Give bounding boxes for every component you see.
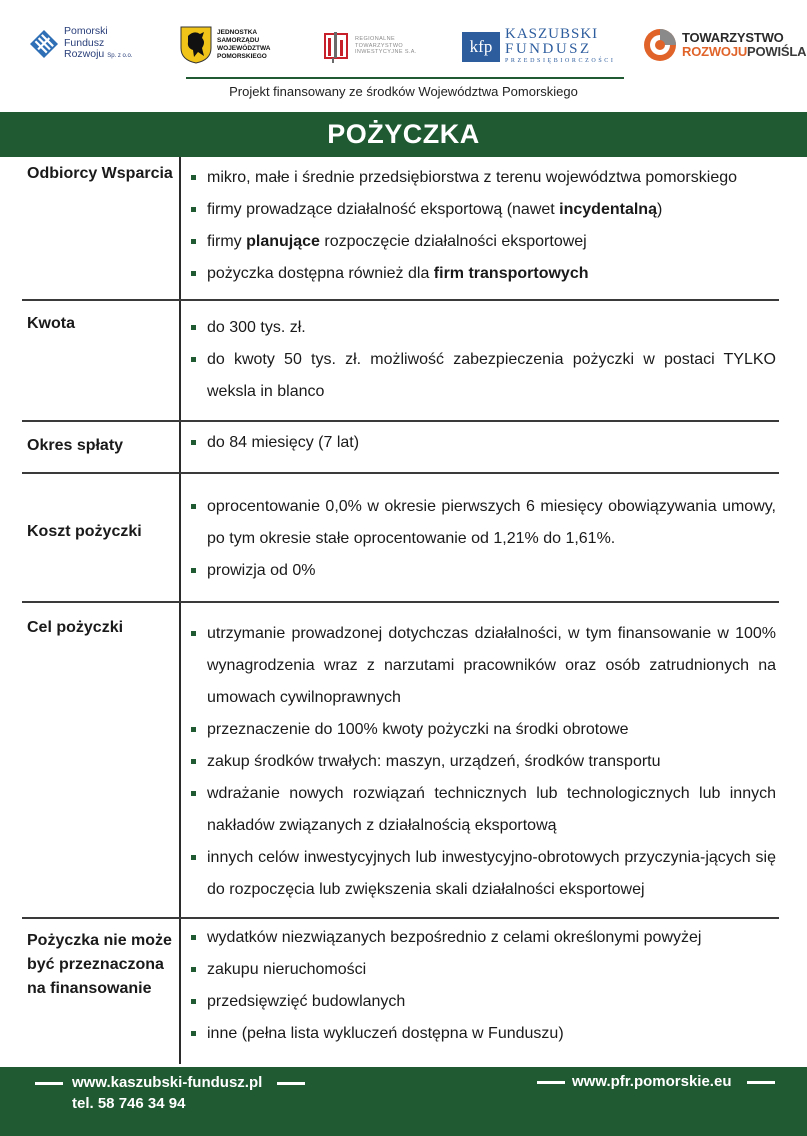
row-items-wykluczenia bbox=[190, 922, 776, 1050]
list-item: utrzymanie prowadzonej dotychczas działalności, w tym finansowanie w 100% wynagrodzenia wraz z narzutami pracowników oraz osób zatrudnionych na umowach cywilnoprawnych bbox=[190, 618, 776, 714]
jst-line1: JEDNOSTKA bbox=[217, 29, 258, 36]
rti-emblem-icon bbox=[322, 28, 350, 64]
jst-line4: POMORSKIEGO bbox=[217, 53, 267, 60]
kfp-line2: FUNDUSZ bbox=[505, 41, 592, 57]
row-items-koszt bbox=[190, 491, 776, 587]
list-item: przeznaczenie do 100% kwoty pożyczki na środki obrotowe bbox=[190, 714, 776, 746]
list-item: do kwoty 50 tys. zł. możliwość zabezpieczenia pożyczki w postaci TYLKO weksla in blanco bbox=[190, 344, 776, 408]
rti-line2: TOWARZYSTWO bbox=[355, 42, 404, 49]
trp-emblem-icon bbox=[643, 28, 677, 62]
rti-logo-text bbox=[355, 36, 417, 56]
pfr-line3: Rozwoju bbox=[64, 48, 105, 60]
list-item: zakupu nieruchomości bbox=[190, 954, 776, 986]
title-band bbox=[0, 112, 807, 157]
list-item: mikro, małe i średnie przedsiębiorstwa z terenu województwa pomorskiego bbox=[190, 162, 776, 194]
page-title: POŻYCZKA bbox=[327, 119, 480, 149]
row-label-wykluczenia: Pożyczka nie może być przeznaczona na finansowanie bbox=[27, 932, 172, 997]
footer-dash bbox=[35, 1082, 63, 1085]
list-item: prowizja od 0% bbox=[190, 555, 776, 587]
row-label-kwota: Kwota bbox=[27, 315, 75, 332]
jst-line3: WOJEWÓDZTWA bbox=[217, 45, 271, 52]
list-item: innych celów inwestycyjnych lub inwestycyjno-obrotowych przyczynia-jących się do rozpoczęcia lub zwiększenia skali działalności eksportowej bbox=[190, 842, 776, 906]
logo-pomorski-fundusz-rozwoju bbox=[28, 26, 133, 63]
logo-regionalne-towarzystwo-inwestycyjne bbox=[322, 28, 417, 64]
footer-dash bbox=[747, 1081, 775, 1084]
griffin-coat-of-arms-icon bbox=[180, 26, 212, 64]
jst-line2: SAMORZĄDU bbox=[217, 37, 260, 44]
list-item: wydatków niezwiązanych bezpośrednio z celami określonymi powyżej bbox=[190, 922, 776, 954]
list-item: oprocentowanie 0,0% w okresie pierwszych 6 miesięcy obowiązywania umowy, po tym okresie stałe oprocentowanie od 1,21% do 1,61%. bbox=[190, 491, 776, 555]
kfp-line3: PRZEDSIĘBIORCZOŚCI bbox=[505, 58, 616, 64]
row-divider bbox=[22, 299, 779, 301]
pfr-suffix: Sp. z o.o. bbox=[107, 53, 133, 59]
rti-line3: INWESTYCYJNE S.A. bbox=[355, 49, 417, 56]
footer-website-kaszubski[interactable]: www.kaszubski-fundusz.pl bbox=[72, 1074, 263, 1091]
list-item: inne (pełna lista wykluczeń dostępna w Funduszu) bbox=[190, 1018, 776, 1050]
trp-logo-text bbox=[682, 31, 806, 59]
row-items-odbiorcy bbox=[190, 162, 776, 290]
row-divider bbox=[22, 472, 779, 474]
pfr-emblem-icon bbox=[28, 28, 60, 60]
kfp-logo-text bbox=[505, 27, 615, 66]
footer-dash bbox=[537, 1081, 565, 1084]
list-item: pożyczka dostępna również dla firm transportowych bbox=[190, 258, 776, 290]
footer-phone: tel. 58 746 34 94 bbox=[72, 1095, 186, 1112]
logo-samorzad-wojewodztwa bbox=[180, 26, 270, 64]
footer-website-pfr[interactable]: www.pfr.pomorskie.eu bbox=[572, 1073, 732, 1090]
footer-dash bbox=[277, 1082, 305, 1085]
row-divider bbox=[22, 601, 779, 603]
row-label-okres-splaty: Okres spłaty bbox=[27, 437, 124, 454]
list-item: przedsięwzięć budowlanych bbox=[190, 986, 776, 1018]
footer bbox=[0, 1067, 807, 1136]
list-item: firmy prowadzące działalność eksportową (nawet incydentalną) bbox=[190, 194, 776, 226]
rti-line1: REGIONALNE bbox=[355, 36, 396, 43]
funding-note: Projekt finansowany ze środków Województwa Pomorskiego bbox=[229, 84, 578, 99]
pfr-line2: Fundusz bbox=[64, 36, 105, 49]
row-label-odbiorcy: Odbiorcy Wsparcia bbox=[27, 165, 173, 182]
trp-line2a: ROZWOJU bbox=[682, 44, 748, 59]
kfp-line1: KASZUBSKI bbox=[505, 26, 599, 42]
trp-line2b: POWIŚLA bbox=[747, 44, 807, 59]
list-item: firmy planujące rozpoczęcie działalności eksportowej bbox=[190, 226, 776, 258]
list-item: do 300 tys. zł. bbox=[190, 312, 776, 344]
logo-towarzystwo-rozwoju-powisla bbox=[643, 28, 806, 62]
logo-kaszubski-fundusz bbox=[462, 27, 615, 66]
header-divider bbox=[186, 77, 624, 79]
jst-logo-text bbox=[217, 29, 270, 61]
list-item: wdrażanie nowych rozwiązań technicznych lub technologicznych lub innych nakładów związanych z działalnością eksportową bbox=[190, 778, 776, 842]
row-divider bbox=[22, 917, 779, 919]
kfp-box: kfp bbox=[462, 32, 500, 62]
row-label-koszt: Koszt pożyczki bbox=[27, 523, 142, 540]
row-items-cel bbox=[190, 618, 776, 906]
row-items-kwota bbox=[190, 312, 776, 408]
row-label-cel: Cel pożyczki bbox=[27, 619, 124, 636]
pfr-line1: Pomorski bbox=[64, 25, 108, 37]
table-vertical-divider bbox=[179, 157, 181, 1064]
row-divider bbox=[22, 420, 779, 422]
trp-line1: TOWARZYSTWO bbox=[682, 30, 784, 45]
pfr-logo-text bbox=[64, 26, 133, 63]
list-item: do 84 miesięcy (7 lat) bbox=[190, 427, 776, 459]
row-items-okres-splaty bbox=[190, 427, 776, 459]
list-item: zakup środków trwałych: maszyn, urządzeń, środków transportu bbox=[190, 746, 776, 778]
